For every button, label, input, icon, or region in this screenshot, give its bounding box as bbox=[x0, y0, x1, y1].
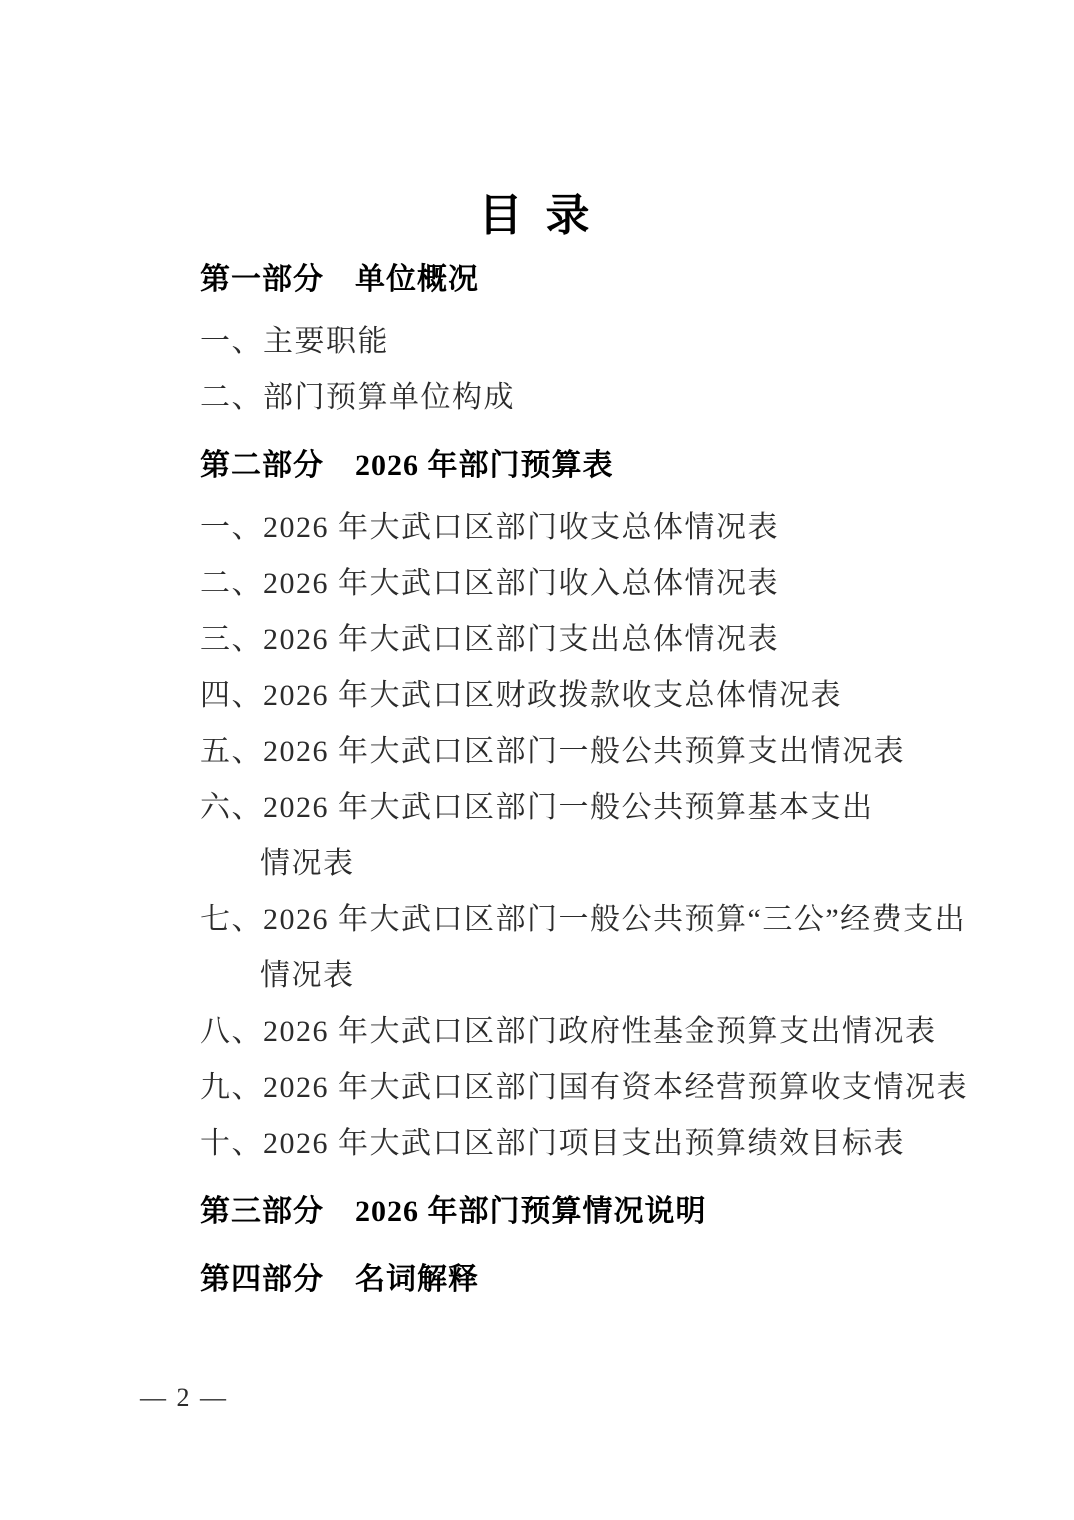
page-title: 目 录 bbox=[478, 191, 596, 240]
toc-section-heading-part1: 第一部分 单位概况 bbox=[200, 263, 479, 296]
toc-section-heading-part2: 第二部分 2026 年部门预算表 bbox=[200, 449, 614, 482]
toc-item: 四、2026 年大武口区财政拨款收支总体情况表 bbox=[200, 679, 842, 712]
toc-item: 一、2026 年大武口区部门收支总体情况表 bbox=[200, 511, 779, 544]
toc-item: 九、2026 年大武口区部门国有资本经营预算收支情况表 bbox=[200, 1071, 968, 1104]
toc-item: 二、2026 年大武口区部门收入总体情况表 bbox=[200, 567, 779, 600]
toc-item: 八、2026 年大武口区部门政府性基金预算支出情况表 bbox=[200, 1015, 937, 1048]
toc-item-continuation: 情况表 bbox=[260, 847, 355, 880]
toc-item: 一、主要职能 bbox=[200, 325, 389, 358]
page-number: — 2 — bbox=[140, 1383, 228, 1412]
toc-item: 三、2026 年大武口区部门支出总体情况表 bbox=[200, 623, 779, 656]
toc-item: 六、2026 年大武口区部门一般公共预算基本支出 bbox=[200, 791, 874, 824]
toc-item: 五、2026 年大武口区部门一般公共预算支出情况表 bbox=[200, 735, 905, 768]
toc-item-continuation: 情况表 bbox=[260, 959, 355, 992]
toc-item: 十、2026 年大武口区部门项目支出预算绩效目标表 bbox=[200, 1127, 905, 1160]
toc-section-heading-part3: 第三部分 2026 年部门预算情况说明 bbox=[200, 1195, 707, 1228]
toc-item: 二、部门预算单位构成 bbox=[200, 381, 515, 414]
table-of-contents bbox=[0, 252, 1074, 1308]
toc-section-heading-part4: 第四部分 名词解释 bbox=[200, 1263, 479, 1296]
toc-item: 七、2026 年大武口区部门一般公共预算“三公”经费支出 bbox=[200, 903, 967, 936]
